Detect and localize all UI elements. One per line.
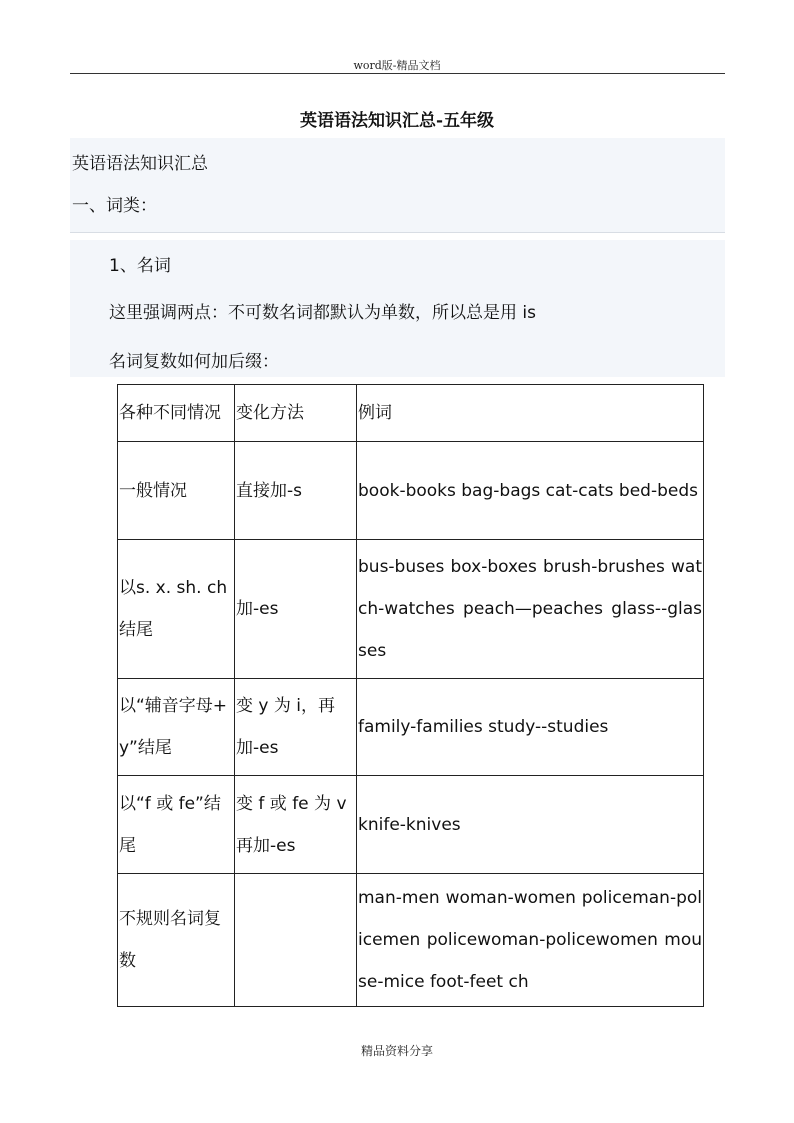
header-cell-examples: 例词 [357, 385, 704, 442]
note-text: 这里强调两点：不可数名词都默认为单数，所以总是用 is [109, 303, 536, 323]
method-cell: 变 y 为 i，再加-es [235, 679, 357, 776]
case-cell: 以“f 或 fe”结尾 [118, 776, 235, 874]
subsection-heading: 1、名词 [109, 256, 171, 276]
examples-cell: family-families study--studies [357, 679, 704, 776]
method-cell: 直接加-s [235, 442, 357, 540]
question-text: 名词复数如何加后缀： [109, 352, 279, 372]
table-row [118, 776, 704, 874]
case-cell: 以“辅音字母+y”结尾 [118, 679, 235, 776]
examples-cell: book-books bag-bags cat-cats bed-beds [357, 442, 704, 540]
case-cell: 不规则名词复数 [118, 874, 235, 1007]
examples-cell: man-men woman-women policeman-policemen policewoman-policewomen mouse-mice foot-feet ch [357, 874, 704, 1007]
page-header: word版-精品文档 [353, 59, 441, 72]
method-cell: 加-es [235, 540, 357, 679]
case-cell: 以s. x. sh. ch结尾 [118, 540, 235, 679]
examples-cell: knife-knives [357, 776, 704, 874]
header-cell-case: 各种不同情况 [118, 385, 235, 442]
table-row [118, 679, 704, 776]
header-divider [70, 73, 725, 74]
page-footer: 精品资料分享 [360, 1044, 433, 1058]
method-cell: 变 f 或 fe 为 v 再加-es [235, 776, 357, 874]
method-cell [235, 874, 357, 1007]
summary-heading: 英语语法知识汇总 [72, 154, 208, 174]
table-header-row [118, 385, 704, 442]
table-row [118, 442, 704, 540]
table-row [118, 874, 704, 1007]
case-cell: 一般情况 [118, 442, 235, 540]
examples-cell: bus-buses box-boxes brush-brushes watch-watches peach—peaches glass--glasses [357, 540, 704, 679]
header-cell-method: 变化方法 [235, 385, 357, 442]
table-row [118, 540, 704, 679]
section-heading: 一、词类： [72, 196, 157, 216]
document-title: 英语语法知识汇总-五年级 [299, 111, 495, 131]
plural-rules-table [117, 384, 704, 1007]
